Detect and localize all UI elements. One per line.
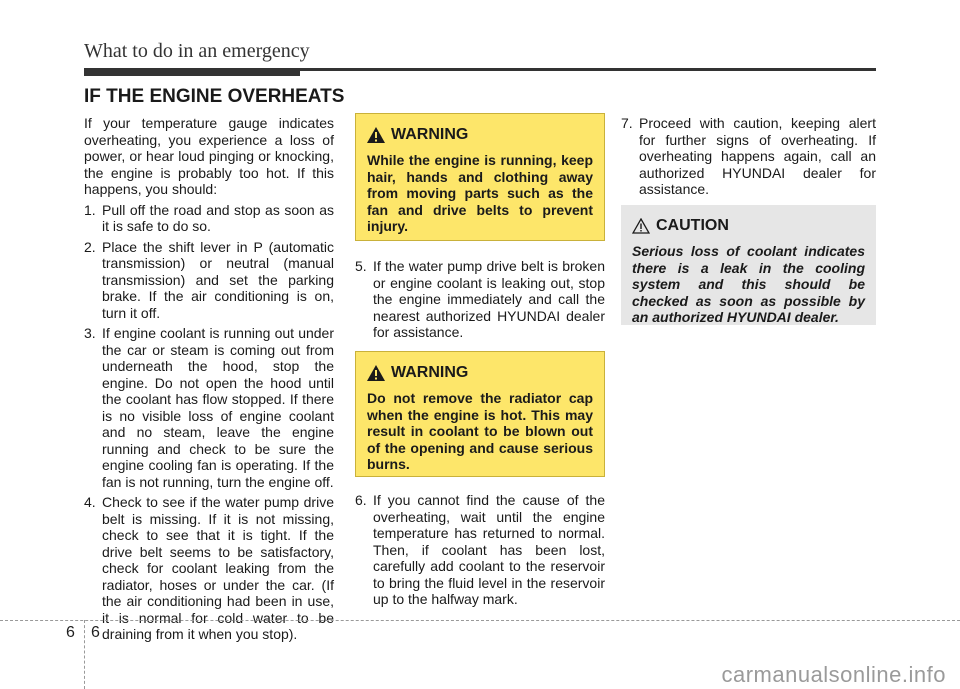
section-heading: IF THE ENGINE OVERHEATS — [84, 86, 345, 107]
caution-title — [632, 215, 865, 237]
list-item — [355, 492, 605, 608]
warning-triangle-icon — [367, 365, 385, 381]
caution-box — [621, 205, 876, 325]
list-item-text: Proceed with caution, keeping alert for further signs of overheating. If overheating happens again, call an authorized HYUNDAI dealer for assistance. — [639, 115, 876, 197]
caution-triangle-icon — [632, 218, 650, 234]
column-2-item-6 — [355, 492, 605, 608]
list-item-text: If engine coolant is running out under the car or steam is coming out from underneath the hood, stop the engine. Do not open the hood until the coolant has flow stopped. If there is no visible loss of engine coolant and no steam, leave the engine running and check to be sure the engine cooling fan is operating. If the fan is not running, turn the engine off. — [102, 325, 334, 490]
warning-box-moving-parts — [355, 113, 605, 241]
intro-paragraph: If your temperature gauge indicates overheating, you experience a loss of power, or hear loud pinging or knocking, the engine is probably too hot. If this happens, you should: — [84, 115, 334, 197]
list-item-text: If the water pump drive belt is broken or engine coolant is leaking out, stop the engine immediately and call the nearest authorized HYUNDAI dealer for assistance. — [373, 258, 605, 340]
warning-title — [367, 124, 593, 146]
warning-title — [367, 362, 593, 384]
header-rule — [84, 68, 876, 71]
list-item-text: If you cannot find the cause of the overheating, wait until the engine temperature has returned to normal. Then, if coolant has been lost, carefully add coolant to the reservoir to bring the fluid level in the reservoir up to the halfway mark. — [373, 492, 605, 607]
list-item — [621, 115, 876, 198]
list-item-number: 4. — [84, 494, 100, 510]
warning-text: Do not remove the radiator cap when the engine is hot. This may result in coolant to be blown out of the opening and cause serious burns. — [367, 390, 593, 472]
warning-triangle-icon — [367, 127, 385, 143]
list-item-text: Pull off the road and stop as soon as it is safe to do so. — [102, 201, 334, 234]
chapter-number: 6 — [66, 624, 75, 641]
warning-title-text: WARNING — [391, 363, 469, 381]
warning-title-text: WARNING — [391, 125, 469, 143]
caution-text: Serious loss of coolant indicates there is a leak in the cooling system and this should be checked as soon as possible by an authorized HYUNDAI dealer. — [632, 243, 865, 325]
column-3 — [621, 115, 876, 198]
list-item — [355, 258, 605, 341]
warning-box-radiator-cap — [355, 351, 605, 477]
column-2-item-5 — [355, 258, 605, 341]
list-item-number: 7. — [621, 115, 633, 131]
list-item — [84, 202, 334, 235]
list-item-number: 6. — [355, 492, 367, 508]
list-item-number: 5. — [355, 258, 371, 274]
caution-title-text: CAUTION — [656, 216, 729, 234]
watermark: carmanualsonline.info — [721, 662, 946, 687]
list-item — [84, 239, 334, 322]
list-item-text: Place the shift lever in P (automatic transmission) or neutral (manual transmission) and set the parking brake. If the air conditioning is on, turn it off. — [102, 238, 334, 321]
footer-divider — [84, 620, 85, 689]
warning-text: While the engine is running, keep hair, hands and clothing away from moving parts such as the fan and drive belts to prevent injury. — [367, 152, 593, 234]
header-title: What to do in an emergency — [84, 40, 310, 62]
list-item-number: 3. — [84, 325, 100, 341]
page-number: 6 — [91, 624, 100, 641]
list-item — [84, 325, 334, 490]
footer-dashed-line — [0, 620, 960, 621]
column-1 — [84, 115, 334, 647]
list-item-number: 1. — [84, 201, 100, 218]
list-item-number: 2. — [84, 238, 100, 255]
list-item-text: Check to see if the water pump drive belt is missing. If it is not missing, check to see that it is tight. If the drive belt seems to be satisfactory, check for coolant leaking from the radiator, hoses or under the car. (If the air conditioning had been in use, it is normal for cold water to be draining from it when you stop). — [102, 494, 334, 642]
